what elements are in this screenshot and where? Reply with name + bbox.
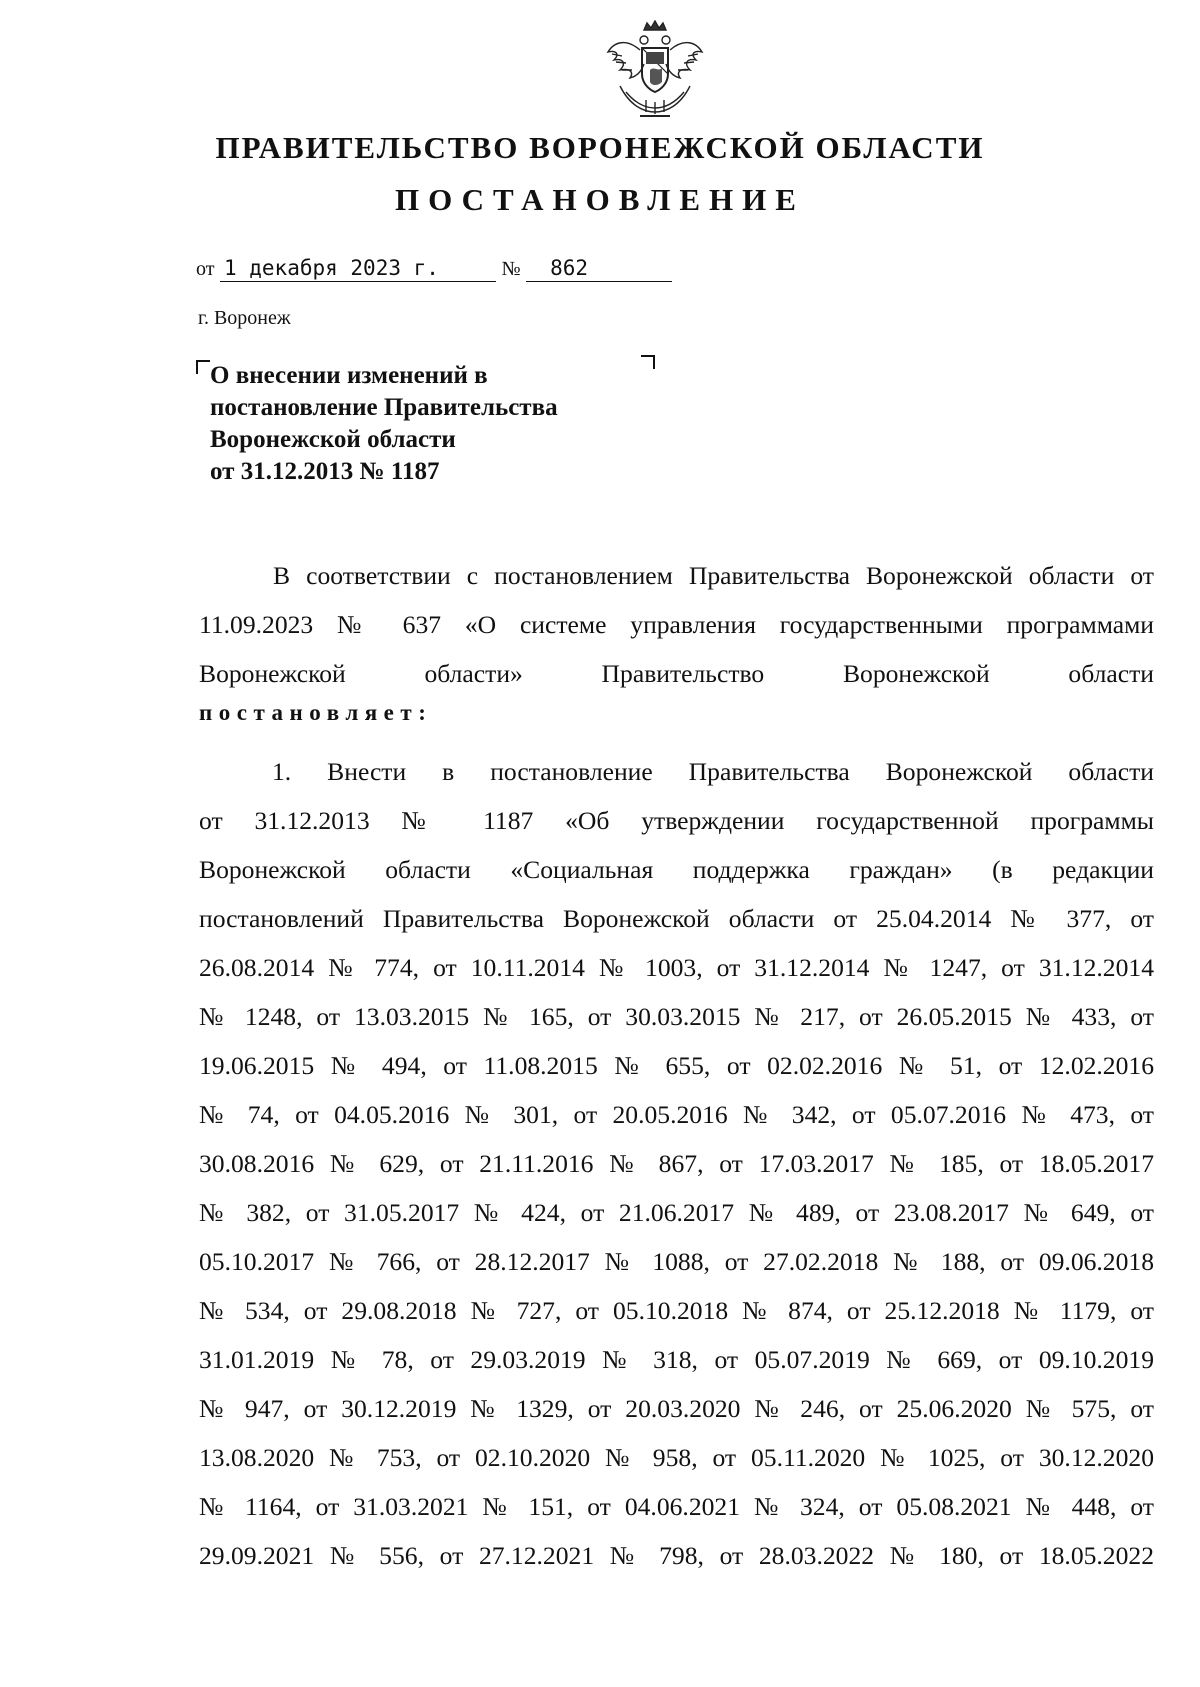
coat-of-arms-icon xyxy=(600,20,710,120)
resolve-word: постановляет: xyxy=(199,700,433,725)
document-type-title: ПОСТАНОВЛЕНИЕ xyxy=(395,182,805,217)
subject-line: Воронежской области xyxy=(210,426,456,453)
item-1-line: № 534, от 29.08.2018 № 727, от 05.10.2018 № 874, от 25.12.2018 № 1179, от xyxy=(199,1296,1154,1325)
item-1-paragraph xyxy=(199,747,1154,1580)
item-1-line: 19.06.2015 № 494, от 11.08.2015 № 655, от 02.02.2016 № 51, от 12.02.2016 xyxy=(199,1051,1154,1080)
item-1-line: от 31.12.2013 № 1187 «Об утверждении государственной программы xyxy=(199,806,1154,835)
item-1-line: постановлений Правительства Воронежской области от 25.04.2014 № 377, от xyxy=(199,904,1154,933)
item-1-line: № 1248, от 13.03.2015 № 165, от 30.03.2015 № 217, от 26.05.2015 № 433, от xyxy=(199,1002,1154,1031)
number-prefix: № xyxy=(501,258,521,280)
subject-line: постановление Правительства xyxy=(210,394,558,421)
item-1-line: № 74, от 04.05.2016 № 301, от 20.05.2016 № 342, от 05.07.2016 № 473, от xyxy=(199,1100,1154,1129)
date-number-line xyxy=(196,255,672,282)
document-number: 862 xyxy=(526,256,672,282)
subject-bracket-right xyxy=(641,355,655,369)
item-1-line: 26.08.2014 № 774, от 10.11.2014 № 1003, от 31.12.2014 № 1247, от 31.12.2014 xyxy=(199,953,1154,982)
document-date: 1 декабря 2023 г. xyxy=(220,256,496,282)
item-1-line: № 382, от 31.05.2017 № 424, от 21.06.2017 № 489, от 23.08.2017 № 649, от xyxy=(199,1198,1154,1227)
item-1-line: 30.08.2016 № 629, от 21.11.2016 № 867, от 17.03.2017 № 185, от 18.05.2017 xyxy=(199,1149,1154,1178)
subject-line: О внесении изменений в xyxy=(210,362,488,389)
issue-place: г. Воронеж xyxy=(198,307,291,329)
subject-line: от 31.12.2013 № 1187 xyxy=(210,458,440,485)
issuing-authority: ПРАВИТЕЛЬСТВО ВОРОНЕЖСКОЙ ОБЛАСТИ xyxy=(215,130,985,165)
item-1-line: 13.08.2020 № 753, от 02.10.2020 № 958, от 05.11.2020 № 1025, от 30.12.2020 xyxy=(199,1443,1154,1472)
document-subject xyxy=(210,360,558,488)
preamble-paragraph: В соответствии с постановлением Правительства Воронежской области от 11.09.2023 № 637 «О системе управления государственными программами Воронежской области» Правительство Воронежской области xyxy=(199,561,1154,688)
item-1-line: 29.09.2021 № 556, от 27.12.2021 № 798, от 28.03.2022 № 180, от 18.05.2022 xyxy=(199,1541,1154,1570)
date-prefix: от xyxy=(196,258,215,280)
item-1-line: № 947, от 30.12.2019 № 1329, от 20.03.2020 № 246, от 25.06.2020 № 575, от xyxy=(199,1394,1154,1423)
item-1-line: 05.10.2017 № 766, от 28.12.2017 № 1088, от 27.02.2018 № 188, от 09.06.2018 xyxy=(199,1247,1154,1276)
item-1-line: 1. Внести в постановление Правительства Воронежской области xyxy=(272,757,1154,786)
item-1-line: № 1164, от 31.03.2021 № 151, от 04.06.2021 № 324, от 05.08.2021 № 448, от xyxy=(199,1492,1154,1521)
item-1-line: 31.01.2019 № 78, от 29.03.2019 № 318, от 05.07.2019 № 669, от 09.10.2019 xyxy=(199,1345,1154,1374)
item-1-line: Воронежской области «Социальная поддержка граждан» (в редакции xyxy=(199,855,1154,884)
subject-bracket-left xyxy=(196,360,210,374)
